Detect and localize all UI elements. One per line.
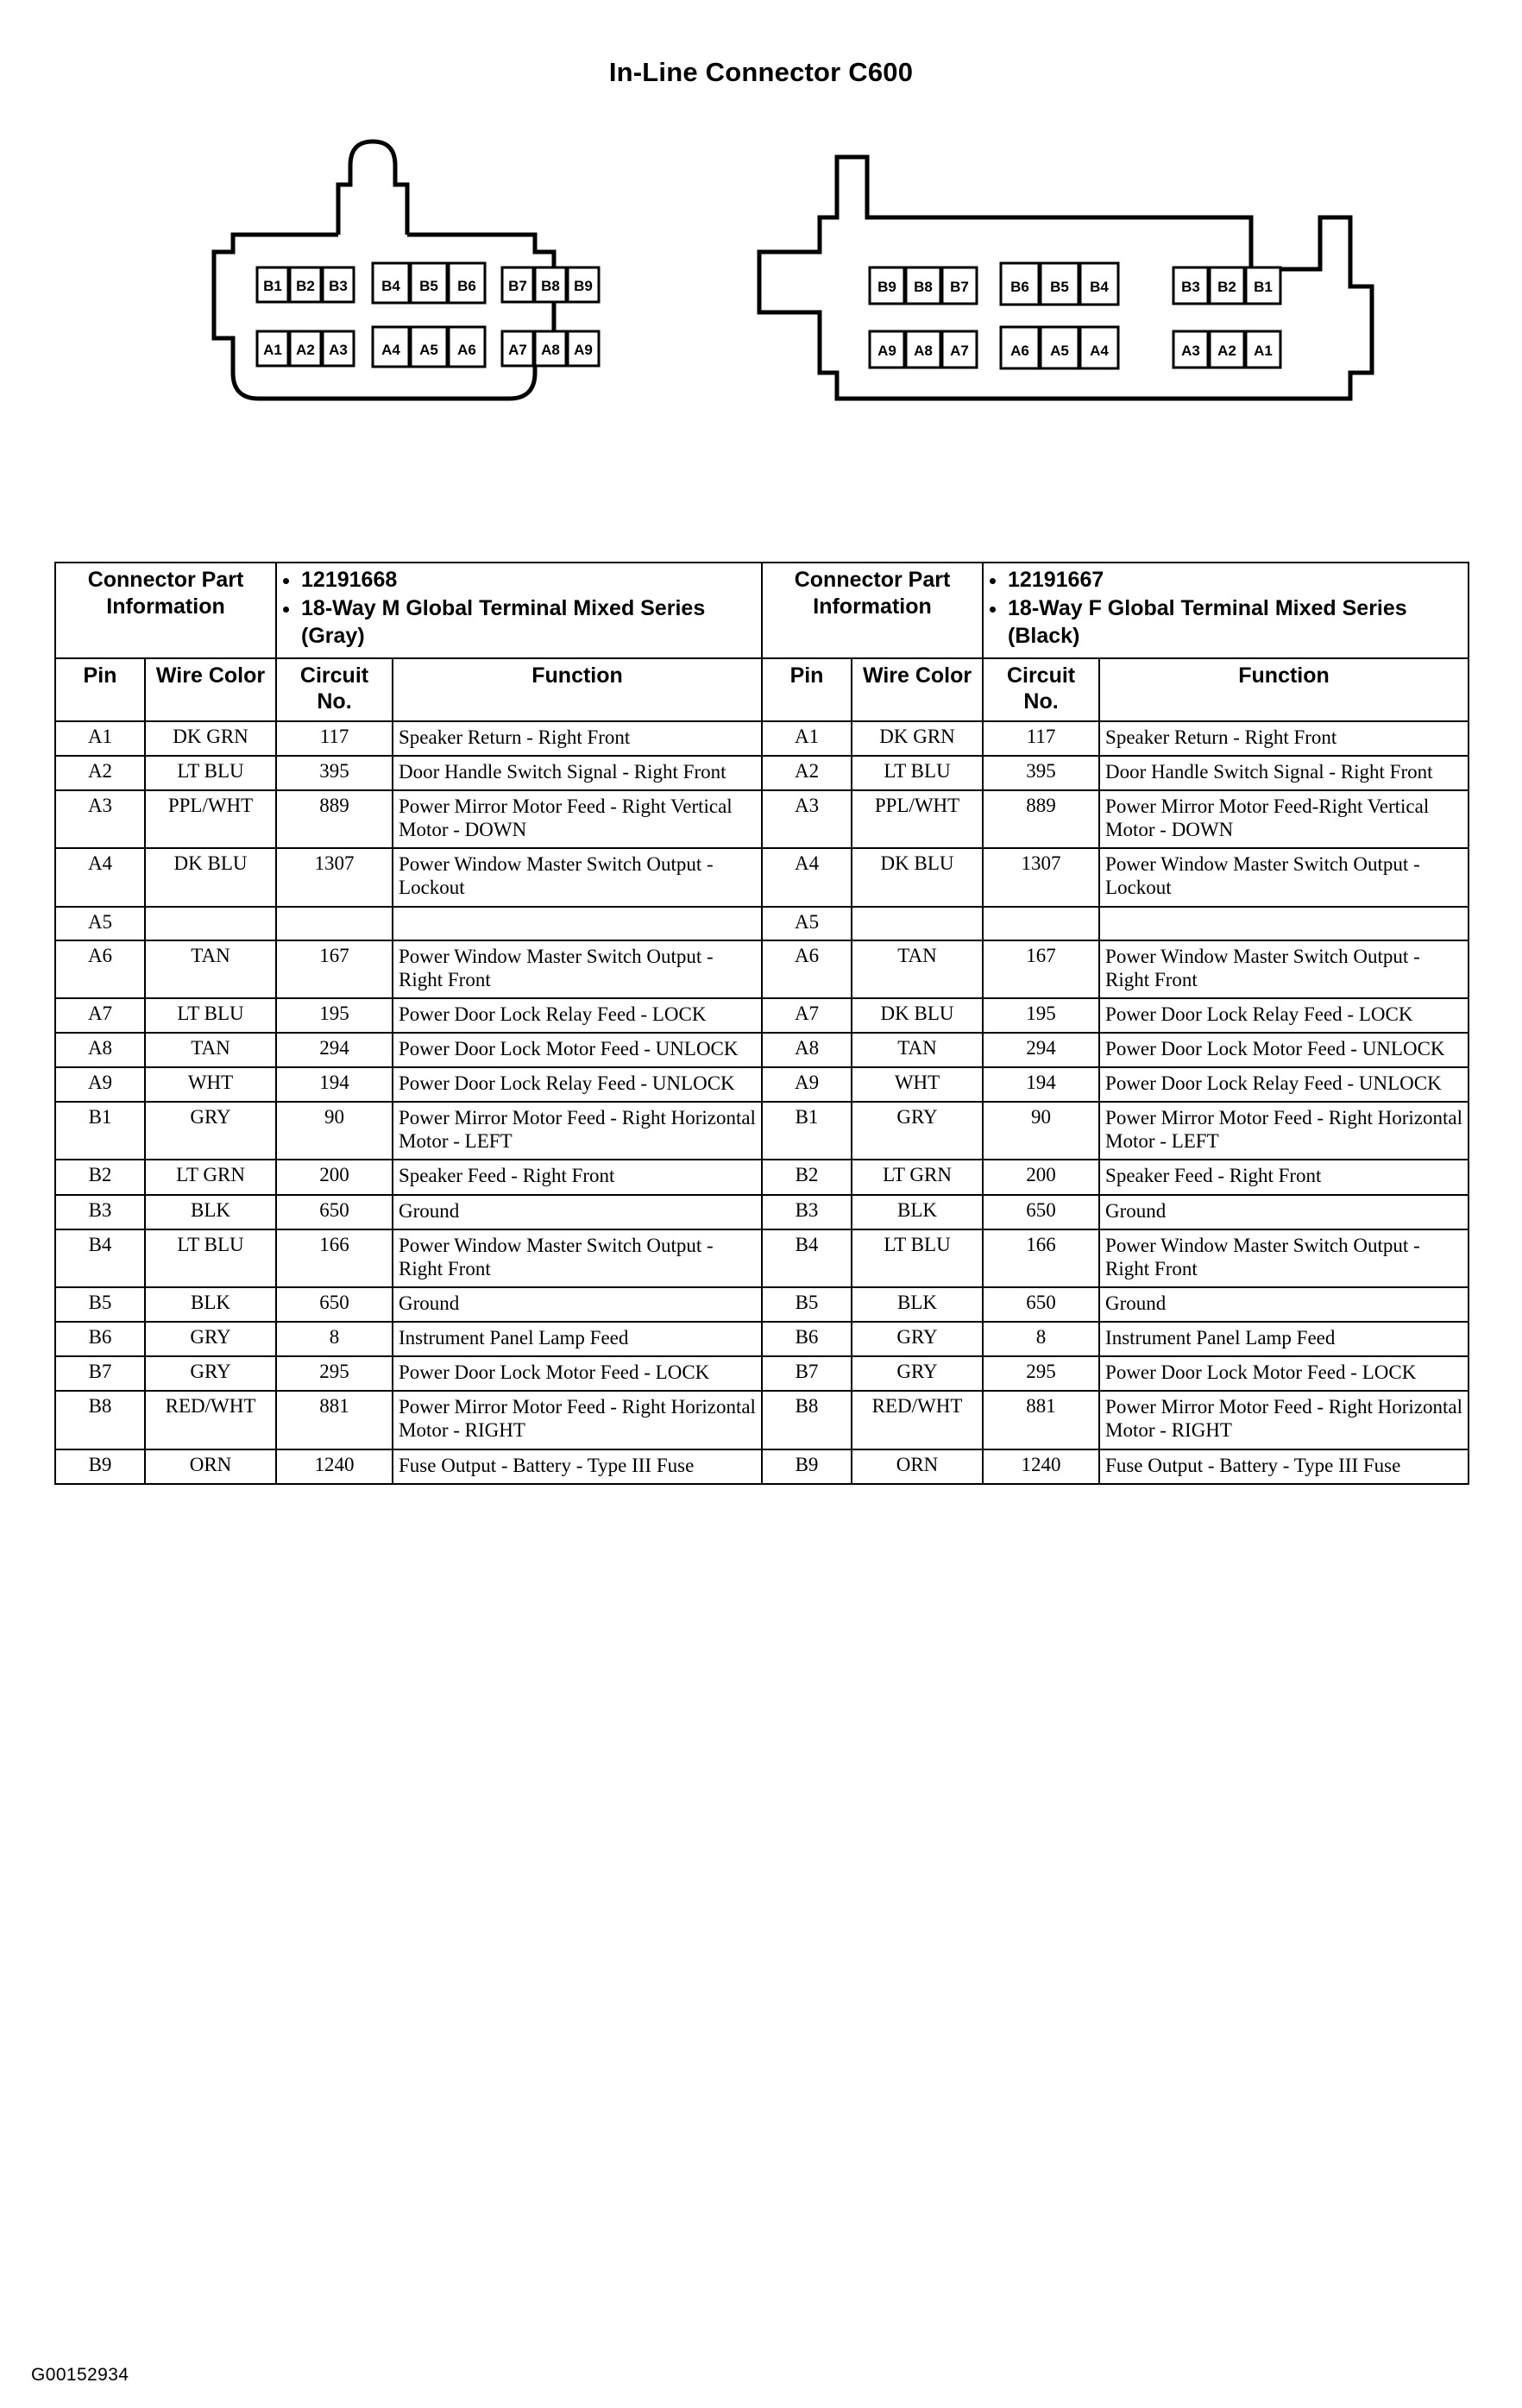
document-code: G00152934 — [31, 2365, 129, 2385]
wire-color-cell: WHT — [145, 1067, 276, 1102]
right-part-label: Connector Part Information — [762, 563, 983, 658]
female-connector-black-diagram — [716, 114, 1398, 476]
circuit-no-cell: 1240 — [983, 1449, 1099, 1484]
circuit-no-cell: 167 — [983, 940, 1099, 998]
circuit-no-cell: 650 — [983, 1287, 1099, 1322]
table-row — [55, 756, 1469, 790]
wire-color-cell: LT GRN — [145, 1160, 276, 1194]
function-cell: Power Window Master Switch Output - Right Front — [1099, 1229, 1469, 1287]
col-function-right: Function — [1099, 658, 1469, 721]
pin-label: A6 — [1010, 343, 1029, 359]
pin-label: B9 — [574, 278, 593, 294]
function-cell: Power Mirror Motor Feed - Right Horizontal Motor - LEFT — [393, 1102, 762, 1160]
wire-color-cell: GRY — [852, 1356, 983, 1391]
pin-label: B4 — [381, 278, 400, 294]
wire-color-cell: TAN — [145, 940, 276, 998]
pin-cell: A4 — [762, 848, 852, 906]
pin-label: B2 — [296, 278, 315, 294]
circuit-no-cell: 90 — [276, 1102, 393, 1160]
wire-color-cell: DK GRN — [852, 721, 983, 756]
circuit-no-cell: 166 — [983, 1229, 1099, 1287]
pin-label: B8 — [541, 278, 560, 294]
table-row — [55, 1033, 1469, 1067]
pin-label: A2 — [1217, 343, 1236, 359]
function-cell: Ground — [393, 1287, 762, 1322]
circuit-no-cell: 8 — [276, 1322, 393, 1356]
wire-color-cell: DK BLU — [852, 998, 983, 1033]
wire-color-cell: LT BLU — [852, 756, 983, 790]
left-part-number: • 12191668 — [301, 567, 756, 594]
male-connector-gray-diagram — [147, 114, 647, 476]
pin-label: A7 — [508, 342, 527, 358]
function-cell: Power Window Master Switch Output - Right Front — [393, 1229, 762, 1287]
pin-cell: A3 — [762, 790, 852, 848]
wire-color-cell: BLK — [852, 1287, 983, 1322]
left-part-info — [276, 563, 762, 658]
function-cell: Power Door Lock Relay Feed - UNLOCK — [393, 1067, 762, 1102]
function-cell: Door Handle Switch Signal - Right Front — [1099, 756, 1469, 790]
function-cell: Power Door Lock Relay Feed - LOCK — [393, 998, 762, 1033]
function-cell: Fuse Output - Battery - Type III Fuse — [393, 1449, 762, 1484]
wire-color-cell: BLK — [145, 1287, 276, 1322]
circuit-no-cell: 200 — [983, 1160, 1099, 1194]
table-row — [55, 1287, 1469, 1322]
right-part-description: • 18-Way F Global Terminal Mixed Series (Black) — [1008, 595, 1462, 650]
function-cell: Speaker Feed - Right Front — [393, 1160, 762, 1194]
pin-label: B3 — [329, 278, 348, 294]
circuit-no-cell — [276, 907, 393, 940]
pin-cell: B7 — [55, 1356, 145, 1391]
wire-color-cell: GRY — [852, 1102, 983, 1160]
function-cell: Instrument Panel Lamp Feed — [393, 1322, 762, 1356]
table-row — [55, 907, 1469, 940]
wire-color-cell: PPL/WHT — [145, 790, 276, 848]
circuit-no-cell: 889 — [983, 790, 1099, 848]
pin-label: B5 — [419, 278, 438, 294]
circuit-no-cell: 395 — [983, 756, 1099, 790]
table-row — [55, 1160, 1469, 1194]
function-cell: Ground — [1099, 1287, 1469, 1322]
wire-color-cell: TAN — [145, 1033, 276, 1067]
circuit-no-cell: 881 — [983, 1391, 1099, 1449]
wire-color-cell: DK BLU — [852, 848, 983, 906]
function-cell: Power Door Lock Motor Feed - UNLOCK — [1099, 1033, 1469, 1067]
wire-color-cell — [852, 907, 983, 940]
table-row — [55, 1102, 1469, 1160]
pin-cell: A4 — [55, 848, 145, 906]
table-row — [55, 848, 1469, 906]
wire-color-cell: GRY — [145, 1102, 276, 1160]
connector-part-header-row — [55, 563, 1469, 658]
pin-cell: A1 — [55, 721, 145, 756]
function-cell: Ground — [1099, 1195, 1469, 1229]
function-cell: Power Mirror Motor Feed - Right Horizontal Motor - RIGHT — [1099, 1391, 1469, 1449]
pin-cell: A6 — [762, 940, 852, 998]
pin-label: B6 — [1010, 279, 1029, 295]
circuit-no-cell: 90 — [983, 1102, 1099, 1160]
wire-color-cell: DK BLU — [145, 848, 276, 906]
column-header-row — [55, 658, 1469, 721]
circuit-no-cell: 295 — [276, 1356, 393, 1391]
wire-color-cell: GRY — [145, 1356, 276, 1391]
wire-color-cell: BLK — [852, 1195, 983, 1229]
circuit-no-cell: 117 — [983, 721, 1099, 756]
function-cell: Speaker Feed - Right Front — [1099, 1160, 1469, 1194]
wire-color-cell: LT BLU — [145, 1229, 276, 1287]
circuit-no-cell: 889 — [276, 790, 393, 848]
wire-color-cell: PPL/WHT — [852, 790, 983, 848]
wire-color-cell: TAN — [852, 1033, 983, 1067]
pin-cell: B8 — [762, 1391, 852, 1449]
circuit-no-cell: 1240 — [276, 1449, 393, 1484]
function-cell: Speaker Return - Right Front — [1099, 721, 1469, 756]
pin-cell: B7 — [762, 1356, 852, 1391]
function-cell: Fuse Output - Battery - Type III Fuse — [1099, 1449, 1469, 1484]
function-cell — [393, 907, 762, 940]
pin-label: A9 — [574, 342, 593, 358]
col-function-left: Function — [393, 658, 762, 721]
wire-color-cell: TAN — [852, 940, 983, 998]
pin-label: B3 — [1181, 279, 1200, 295]
left-part-description: • 18-Way M Global Terminal Mixed Series (Gray) — [301, 595, 756, 650]
pin-cell: A2 — [55, 756, 145, 790]
pin-cell: B9 — [55, 1449, 145, 1484]
wire-color-cell: BLK — [145, 1195, 276, 1229]
pin-label: B6 — [457, 278, 476, 294]
pin-cell: B2 — [55, 1160, 145, 1194]
pin-label: A4 — [381, 342, 400, 358]
function-cell: Power Mirror Motor Feed - Right Vertical Motor - DOWN — [393, 790, 762, 848]
table-row — [55, 940, 1469, 998]
wire-color-cell: DK GRN — [145, 721, 276, 756]
pin-cell: B2 — [762, 1160, 852, 1194]
pin-cell: B3 — [762, 1195, 852, 1229]
table-row — [55, 721, 1469, 756]
pin-cell: B5 — [762, 1287, 852, 1322]
circuit-no-cell: 650 — [983, 1195, 1099, 1229]
function-cell: Power Door Lock Relay Feed - LOCK — [1099, 998, 1469, 1033]
function-cell: Ground — [393, 1195, 762, 1229]
wire-color-cell: WHT — [852, 1067, 983, 1102]
col-pin-right: Pin — [762, 658, 852, 721]
pin-label: A6 — [457, 342, 476, 358]
pin-label: A4 — [1090, 343, 1109, 359]
pin-label: A8 — [914, 343, 933, 359]
right-part-info — [983, 563, 1469, 658]
pinout-table-wrap — [54, 562, 1467, 1485]
col-wire-color-left: Wire Color — [145, 658, 276, 721]
function-cell: Power Window Master Switch Output - Lockout — [1099, 848, 1469, 906]
table-row — [55, 1322, 1469, 1356]
left-part-label: Connector Part Information — [55, 563, 276, 658]
pin-label: B2 — [1217, 279, 1236, 295]
circuit-no-cell: 117 — [276, 721, 393, 756]
function-cell: Power Mirror Motor Feed-Right Vertical Motor - DOWN — [1099, 790, 1469, 848]
circuit-no-cell: 294 — [983, 1033, 1099, 1067]
wire-color-cell: ORN — [145, 1449, 276, 1484]
pin-cell: A9 — [55, 1067, 145, 1102]
pin-cell: A2 — [762, 756, 852, 790]
function-cell: Power Window Master Switch Output - Right Front — [1099, 940, 1469, 998]
pin-cell: A3 — [55, 790, 145, 848]
pin-label: B9 — [877, 279, 896, 295]
pin-label: B7 — [508, 278, 527, 294]
connector-document-page — [0, 57, 1522, 2408]
pin-cell: A8 — [762, 1033, 852, 1067]
circuit-no-cell: 1307 — [983, 848, 1099, 906]
pin-label: B4 — [1090, 279, 1109, 295]
function-cell: Instrument Panel Lamp Feed — [1099, 1322, 1469, 1356]
pin-label: B1 — [263, 278, 282, 294]
table-row — [55, 998, 1469, 1033]
col-pin-left: Pin — [55, 658, 145, 721]
pin-cell: B4 — [55, 1229, 145, 1287]
function-cell: Power Window Master Switch Output - Lockout — [393, 848, 762, 906]
pin-cell: B1 — [762, 1102, 852, 1160]
male-connector-svg — [147, 114, 647, 476]
wire-color-cell: LT BLU — [852, 1229, 983, 1287]
wire-color-cell: GRY — [852, 1322, 983, 1356]
pin-cell: A5 — [762, 907, 852, 940]
function-cell: Power Door Lock Motor Feed - UNLOCK — [393, 1033, 762, 1067]
function-cell: Door Handle Switch Signal - Right Front — [393, 756, 762, 790]
function-cell: Power Door Lock Motor Feed - LOCK — [393, 1356, 762, 1391]
wire-color-cell: LT BLU — [145, 998, 276, 1033]
pin-cell: A7 — [762, 998, 852, 1033]
wire-color-cell — [145, 907, 276, 940]
circuit-no-cell: 200 — [276, 1160, 393, 1194]
pin-label: A7 — [950, 343, 969, 359]
pin-label: A2 — [296, 342, 315, 358]
pin-cell: B5 — [55, 1287, 145, 1322]
pin-label: B5 — [1050, 279, 1069, 295]
circuit-no-cell: 650 — [276, 1287, 393, 1322]
wire-color-cell: RED/WHT — [145, 1391, 276, 1449]
wire-color-cell: RED/WHT — [852, 1391, 983, 1449]
table-row — [55, 1449, 1469, 1484]
function-cell: Power Door Lock Motor Feed - LOCK — [1099, 1356, 1469, 1391]
circuit-no-cell: 881 — [276, 1391, 393, 1449]
pinout-table — [54, 562, 1469, 1485]
pin-cell: B3 — [55, 1195, 145, 1229]
function-cell: Speaker Return - Right Front — [393, 721, 762, 756]
circuit-no-cell: 395 — [276, 756, 393, 790]
pin-cell: B6 — [55, 1322, 145, 1356]
pin-label: A8 — [541, 342, 560, 358]
pin-cell: B6 — [762, 1322, 852, 1356]
pin-cell: B8 — [55, 1391, 145, 1449]
pin-label: A1 — [263, 342, 282, 358]
pin-label: A5 — [1050, 343, 1069, 359]
pin-cell: A7 — [55, 998, 145, 1033]
pin-cell: A8 — [55, 1033, 145, 1067]
circuit-no-cell: 166 — [276, 1229, 393, 1287]
pin-label: A9 — [877, 343, 896, 359]
table-row — [55, 1195, 1469, 1229]
function-cell: Power Window Master Switch Output - Right Front — [393, 940, 762, 998]
table-row — [55, 1229, 1469, 1287]
table-row — [55, 1356, 1469, 1391]
connector-diagrams — [0, 97, 1522, 502]
col-circuit-no-right: Circuit No. — [983, 658, 1099, 721]
table-row — [55, 1391, 1469, 1449]
circuit-no-cell: 167 — [276, 940, 393, 998]
right-part-number: • 12191667 — [1008, 567, 1462, 594]
circuit-no-cell: 295 — [983, 1356, 1099, 1391]
page-title: In-Line Connector C600 — [608, 57, 914, 87]
function-cell: Power Door Lock Relay Feed - UNLOCK — [1099, 1067, 1469, 1102]
pin-cell: B9 — [762, 1449, 852, 1484]
table-row — [55, 790, 1469, 848]
pin-label: A3 — [329, 342, 348, 358]
circuit-no-cell: 195 — [983, 998, 1099, 1033]
function-cell: Power Mirror Motor Feed - Right Horizontal Motor - RIGHT — [393, 1391, 762, 1449]
circuit-no-cell: 195 — [276, 998, 393, 1033]
circuit-no-cell: 1307 — [276, 848, 393, 906]
col-wire-color-right: Wire Color — [852, 658, 983, 721]
female-connector-svg — [716, 114, 1398, 476]
function-cell: Power Mirror Motor Feed - Right Horizontal Motor - LEFT — [1099, 1102, 1469, 1160]
wire-color-cell: LT BLU — [145, 756, 276, 790]
function-cell — [1099, 907, 1469, 940]
pin-label: A3 — [1181, 343, 1200, 359]
pin-cell: A6 — [55, 940, 145, 998]
pin-label: B7 — [950, 279, 969, 295]
pin-label: A5 — [419, 342, 438, 358]
circuit-no-cell: 650 — [276, 1195, 393, 1229]
table-row — [55, 1067, 1469, 1102]
pin-label: B8 — [914, 279, 933, 295]
pin-cell: B4 — [762, 1229, 852, 1287]
wire-color-cell: ORN — [852, 1449, 983, 1484]
pin-cell: B1 — [55, 1102, 145, 1160]
circuit-no-cell: 194 — [276, 1067, 393, 1102]
col-circuit-no-left: Circuit No. — [276, 658, 393, 721]
wire-color-cell: GRY — [145, 1322, 276, 1356]
circuit-no-cell: 294 — [276, 1033, 393, 1067]
circuit-no-cell — [983, 907, 1099, 940]
pin-label: B1 — [1254, 279, 1273, 295]
circuit-no-cell: 8 — [983, 1322, 1099, 1356]
circuit-no-cell: 194 — [983, 1067, 1099, 1102]
pin-cell: A9 — [762, 1067, 852, 1102]
pin-cell: A1 — [762, 721, 852, 756]
wire-color-cell: LT GRN — [852, 1160, 983, 1194]
pin-label: A1 — [1254, 343, 1273, 359]
pin-cell: A5 — [55, 907, 145, 940]
